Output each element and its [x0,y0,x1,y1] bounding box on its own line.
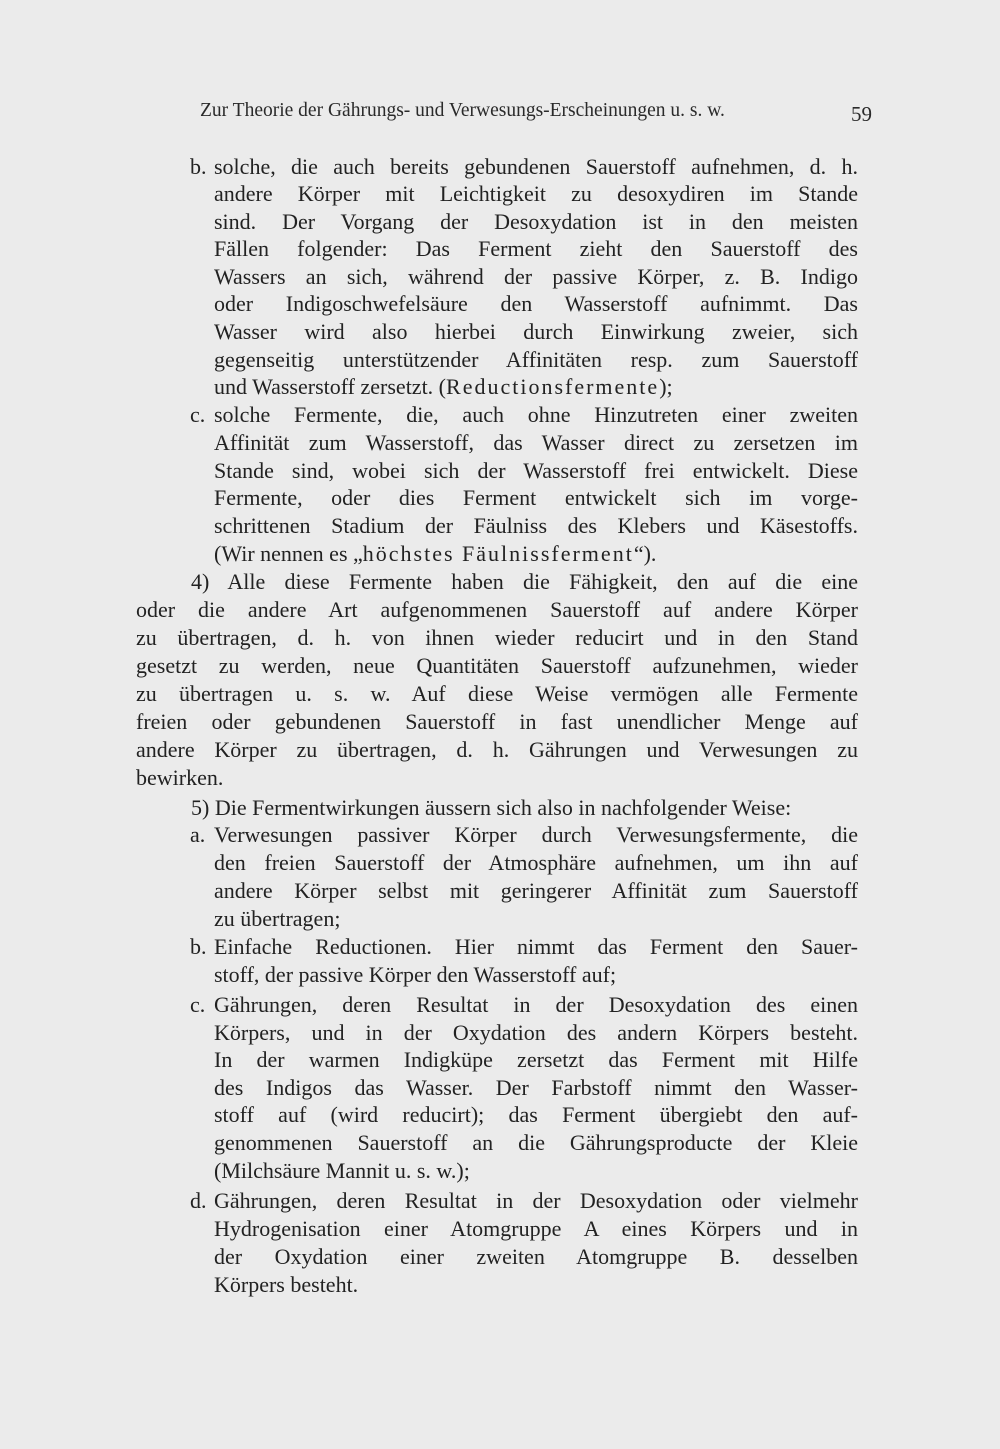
line-text [214,1129,858,1156]
line-text-run: In der warmen Indigküpe zersetzt das Ferment mit Hilfe [214,1047,858,1072]
text-line [136,708,858,735]
line-text [214,1046,858,1073]
line-text [191,794,858,821]
line-text-run: 5) Die Fermentwirkungen äussern sich also in nachfolgender Weise: [191,795,792,820]
line-text [214,849,858,876]
line-text-run: Affinität zum Wasserstoff, das Wasser direct zu zersetzen im [214,430,858,455]
line-text-run: andere Körper mit Leichtigkeit zu desoxydiren im Stande [214,181,858,206]
text-line [136,991,858,1018]
line-text-run: Einfache Reductionen. Hier nimmt das Ferment den Sauer- [214,934,858,959]
line-text-run: gesetzt zu werden, neue Quantitäten Sauerstoff aufzunehmen, wieder [136,653,858,678]
line-text-run: des Indigos das Wasser. Der Farbstoff nimmt den Wasser- [214,1075,858,1100]
text-line [136,821,858,848]
line-text-run: Gährungen, deren Resultat in der Desoxydation oder vielmehr [214,1188,858,1213]
line-text [191,568,858,595]
line-text [214,1074,858,1101]
line-text [214,1187,858,1214]
line-text-run: zu übertragen; [214,906,341,931]
header-title: Zur Theorie der Gährungs- und Verwesungs-Erscheinungen u. s. w. [200,100,725,121]
line-text [214,263,858,290]
line-text [214,1243,858,1270]
line-text [214,484,858,511]
line-text [214,290,858,317]
text-line [136,1243,858,1270]
line-text-run: Fällen folgender: Das Ferment zieht den Sauerstoff des [214,236,858,261]
text-line [136,794,858,821]
text-line [136,1215,858,1242]
line-text-run: Körpers, und in der Oxydation des andern Körpers besteht. [214,1020,858,1045]
line-text [214,180,858,207]
line-text-tail: “). [633,541,657,566]
text-line [136,1157,858,1184]
text-line [136,1129,858,1156]
page-number: 59 [851,102,872,126]
line-text [136,652,858,679]
text-line [136,290,858,317]
line-text-run: (Wir nennen es „ [214,541,363,566]
text-line [136,457,858,484]
line-text-tail: ); [659,374,673,399]
line-text [214,1101,858,1128]
line-text-run: freien oder gebundenen Sauerstoff in fast unendlicher Menge auf [136,709,858,734]
line-text [214,821,858,848]
line-text [214,1271,858,1298]
text-line [136,652,858,679]
text-line [136,484,858,511]
line-text [214,512,858,539]
line-text-run: den freien Sauerstoff der Atmosphäre aufnehmen, um ihn auf [214,850,858,875]
line-text-run: Verwesungen passiver Körper durch Verwesungsfermente, die [214,822,858,847]
line-text-run: andere Körper zu übertragen, d. h. Gährungen und Verwesungen zu [136,737,858,762]
line-text-run: stoff, der passive Körper den Wasserstoff auf; [214,962,617,987]
line-text [214,905,858,932]
text-line [136,877,858,904]
line-text [214,877,858,904]
text-line [136,235,858,262]
line-text [136,624,858,651]
line-text [214,153,858,180]
line-text [214,933,858,960]
line-text-run: genommenen Sauerstoff an die Gährungsproducte der Kleie [214,1130,858,1155]
text-line [136,905,858,932]
line-text [214,961,858,988]
text-line [136,764,858,791]
spaced-term: Reductionsfermente [446,374,660,399]
text-line [136,153,858,180]
list-label: b. [190,154,207,179]
line-text [214,373,858,400]
line-text [214,1215,858,1242]
line-text-run: solche Fermente, die, auch ohne Hinzutreten einer zweiten [214,402,858,427]
text-line [136,401,858,428]
text-line [136,346,858,373]
line-text-run: Hydrogenisation einer Atomgruppe A eines Körpers und in [214,1216,858,1241]
line-text [214,991,858,1018]
text-line [136,736,858,763]
line-text [214,1019,858,1046]
text-line [136,180,858,207]
line-text-run: Wassers an sich, während der passive Körper, z. B. Indigo [214,264,858,289]
line-text [214,346,858,373]
line-text-run: Gährungen, deren Resultat in der Desoxydation des einen [214,992,858,1017]
text-line [136,568,858,595]
line-text-run: sind. Der Vorgang der Desoxydation ist in den meisten [214,209,858,234]
spaced-term: höchstes Fäulnissferment [362,541,634,566]
text-line [136,540,858,567]
line-text [136,736,858,763]
line-text [136,764,858,791]
text-line [136,512,858,539]
text-line [136,263,858,290]
line-text-run: oder Indigoschwefelsäure den Wasserstoff aufnimmt. Das [214,291,858,316]
line-text [214,457,858,484]
text-line [136,596,858,623]
text-line [136,1271,858,1298]
text-line [136,680,858,707]
line-text-run: gegenseitig unterstützender Affinitäten resp. zum Sauerstoff [214,347,858,372]
line-text-run: bewirken. [136,765,224,790]
line-text-run: 4) Alle diese Fermente haben die Fähigkeit, den auf die eine [191,569,858,594]
line-text-run: Fermente, oder dies Ferment entwickelt sich im vorge- [214,485,858,510]
line-text [214,235,858,262]
line-text-run: zu übertragen, d. h. von ihnen wieder reducirt und in den Stand [136,625,858,650]
text-line [136,373,858,400]
list-label: d. [190,1188,207,1213]
line-text [136,680,858,707]
line-text [214,1157,858,1184]
text-line [136,933,858,960]
text-line [136,624,858,651]
line-text [214,401,858,428]
text-line [136,1187,858,1214]
list-label: c. [190,992,206,1017]
text-line [136,429,858,456]
text-line [136,849,858,876]
line-text [214,318,858,345]
text-line [136,1074,858,1101]
text-line [136,961,858,988]
text-line [136,1019,858,1046]
line-text [214,429,858,456]
line-text-run: stoff auf (wird reducirt); das Ferment übergiebt den auf- [214,1102,858,1127]
line-text-run: Körpers besteht. [214,1272,359,1297]
line-text-run: schrittenen Stadium der Fäulniss des Klebers und Käsestoffs. [214,513,858,538]
line-text-run: (Milchsäure Mannit u. s. w.); [214,1158,470,1183]
text-line [136,1046,858,1073]
text-line [136,1101,858,1128]
line-text [136,596,858,623]
line-text [214,208,858,235]
list-label: c. [190,402,206,427]
line-text-run: oder die andere Art aufgenommenen Sauerstoff auf andere Körper [136,597,858,622]
text-line [136,208,858,235]
line-text-run: und Wasserstoff zersetzt. ( [214,374,447,399]
line-text-run: zu übertragen u. s. w. Auf diese Weise vermögen alle Fermente [136,681,858,706]
line-text-run: Wasser wird also hierbei durch Einwirkung zweier, sich [214,319,858,344]
list-label: b. [190,934,207,959]
line-text-run: solche, die auch bereits gebundenen Sauerstoff aufnehmen, d. h. [214,154,858,179]
line-text-run: der Oxydation einer zweiten Atomgruppe B. desselben [214,1244,858,1269]
line-text [136,708,858,735]
line-text [214,540,858,567]
list-label: a. [190,822,206,847]
line-text-run: andere Körper selbst mit geringerer Affinität zum Sauerstoff [214,878,858,903]
text-line [136,318,858,345]
line-text-run: Stande sind, wobei sich der Wasserstoff frei entwickelt. Diese [214,458,858,483]
